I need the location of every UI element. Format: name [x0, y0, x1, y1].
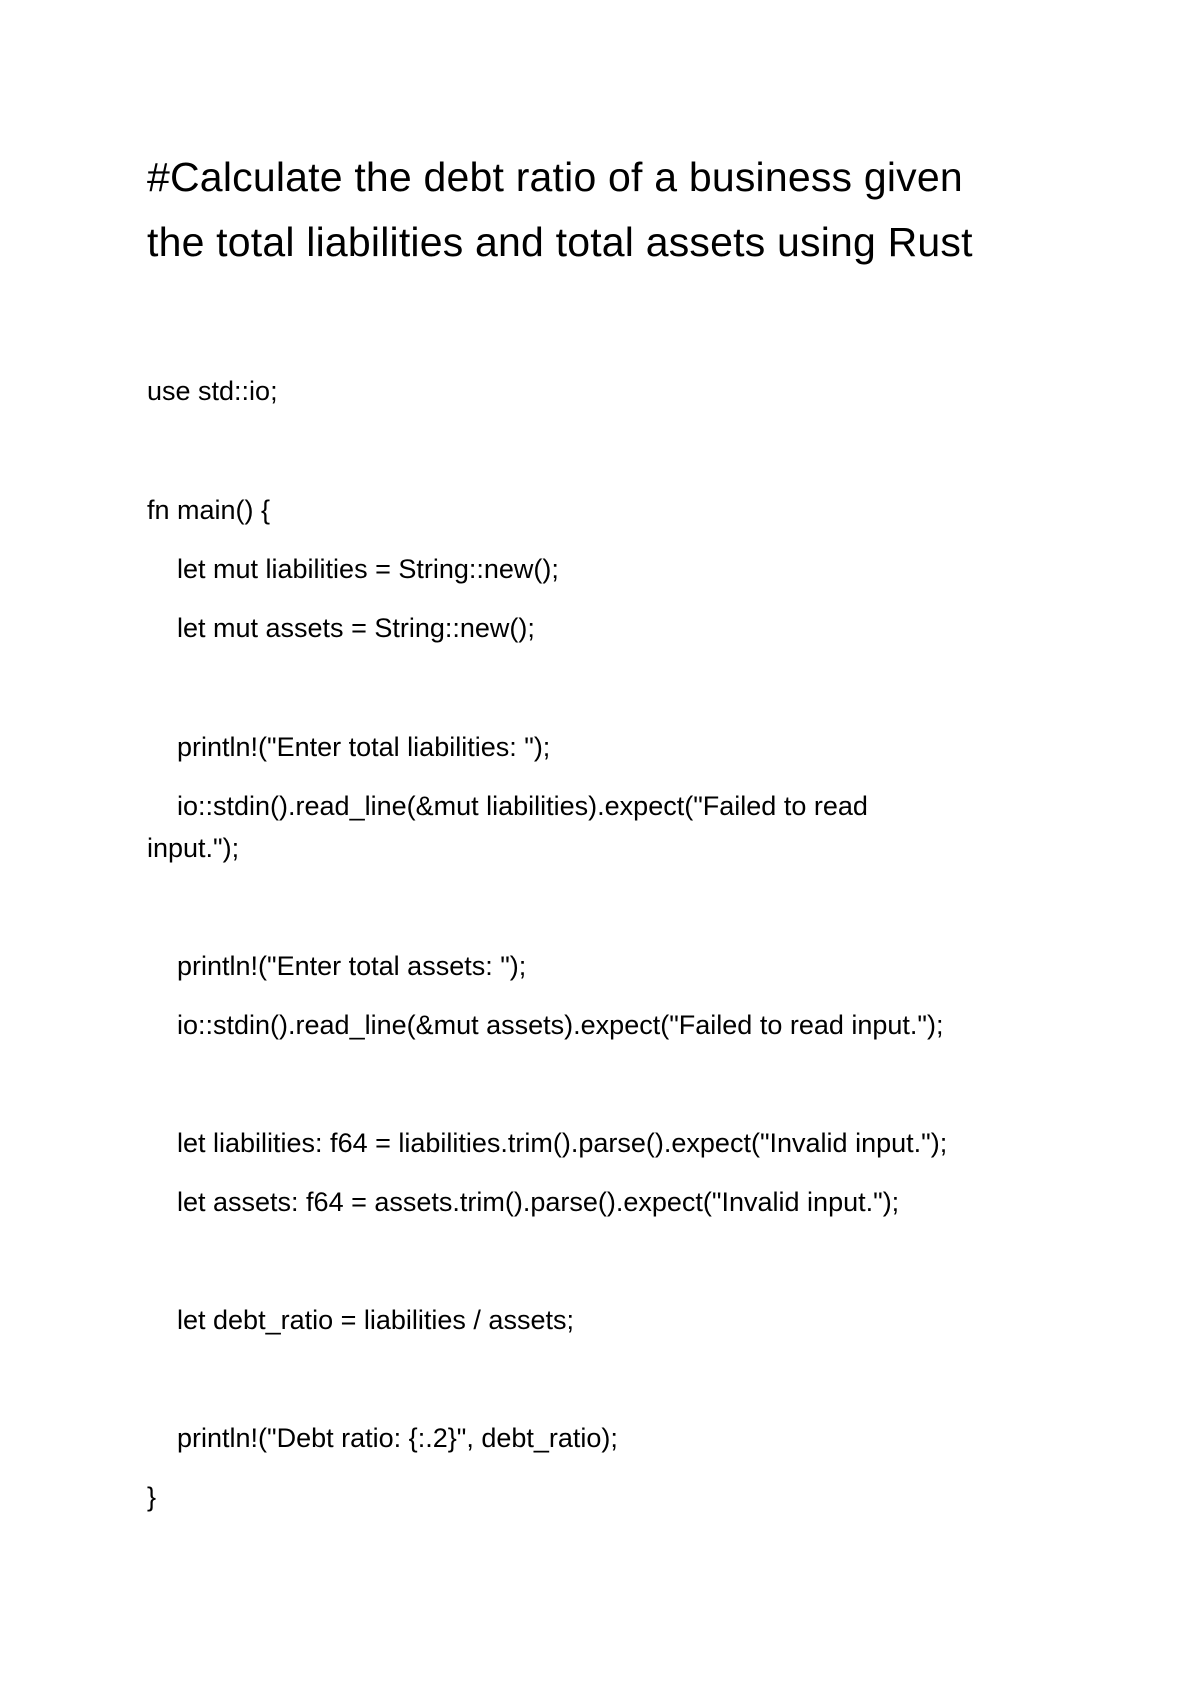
- code-line-parse-liabilities: let liabilities: f64 = liabilities.trim().parse().expect("Invalid input.");: [177, 1128, 948, 1158]
- code-line-let-assets: let mut assets = String::new();: [177, 613, 535, 643]
- title-line-1: #Calculate the debt ratio of a business given: [147, 154, 963, 200]
- code-line-fn-main: fn main() {: [147, 495, 271, 525]
- code-line-parse-assets: let assets: f64 = assets.trim().parse().expect("Invalid input.");: [177, 1187, 900, 1217]
- code-line-read-liabilities: io::stdin().read_line(&mut liabilities).expect("Failed to read: [177, 791, 868, 821]
- code-line-closing-brace: }: [147, 1482, 157, 1512]
- code-line-println-debt-ratio: println!("Debt ratio: {:.2}", debt_ratio);: [177, 1423, 618, 1453]
- document-title: [147, 145, 1107, 275]
- code-line-debt-ratio: let debt_ratio = liabilities / assets;: [177, 1305, 574, 1335]
- title-line-2: the total liabilities and total assets using Rust: [147, 219, 973, 265]
- code-line-println-assets: println!("Enter total assets: ");: [177, 951, 527, 981]
- code-line-use: use std::io;: [147, 376, 278, 406]
- code-line-read-liabilities-wrap: input.");: [147, 833, 240, 863]
- code-line-read-assets: io::stdin().read_line(&mut assets).expect("Failed to read input.");: [177, 1010, 944, 1040]
- code-line-println-liabilities: println!("Enter total liabilities: ");: [177, 732, 551, 762]
- code-line-let-liabilities: let mut liabilities = String::new();: [177, 554, 559, 584]
